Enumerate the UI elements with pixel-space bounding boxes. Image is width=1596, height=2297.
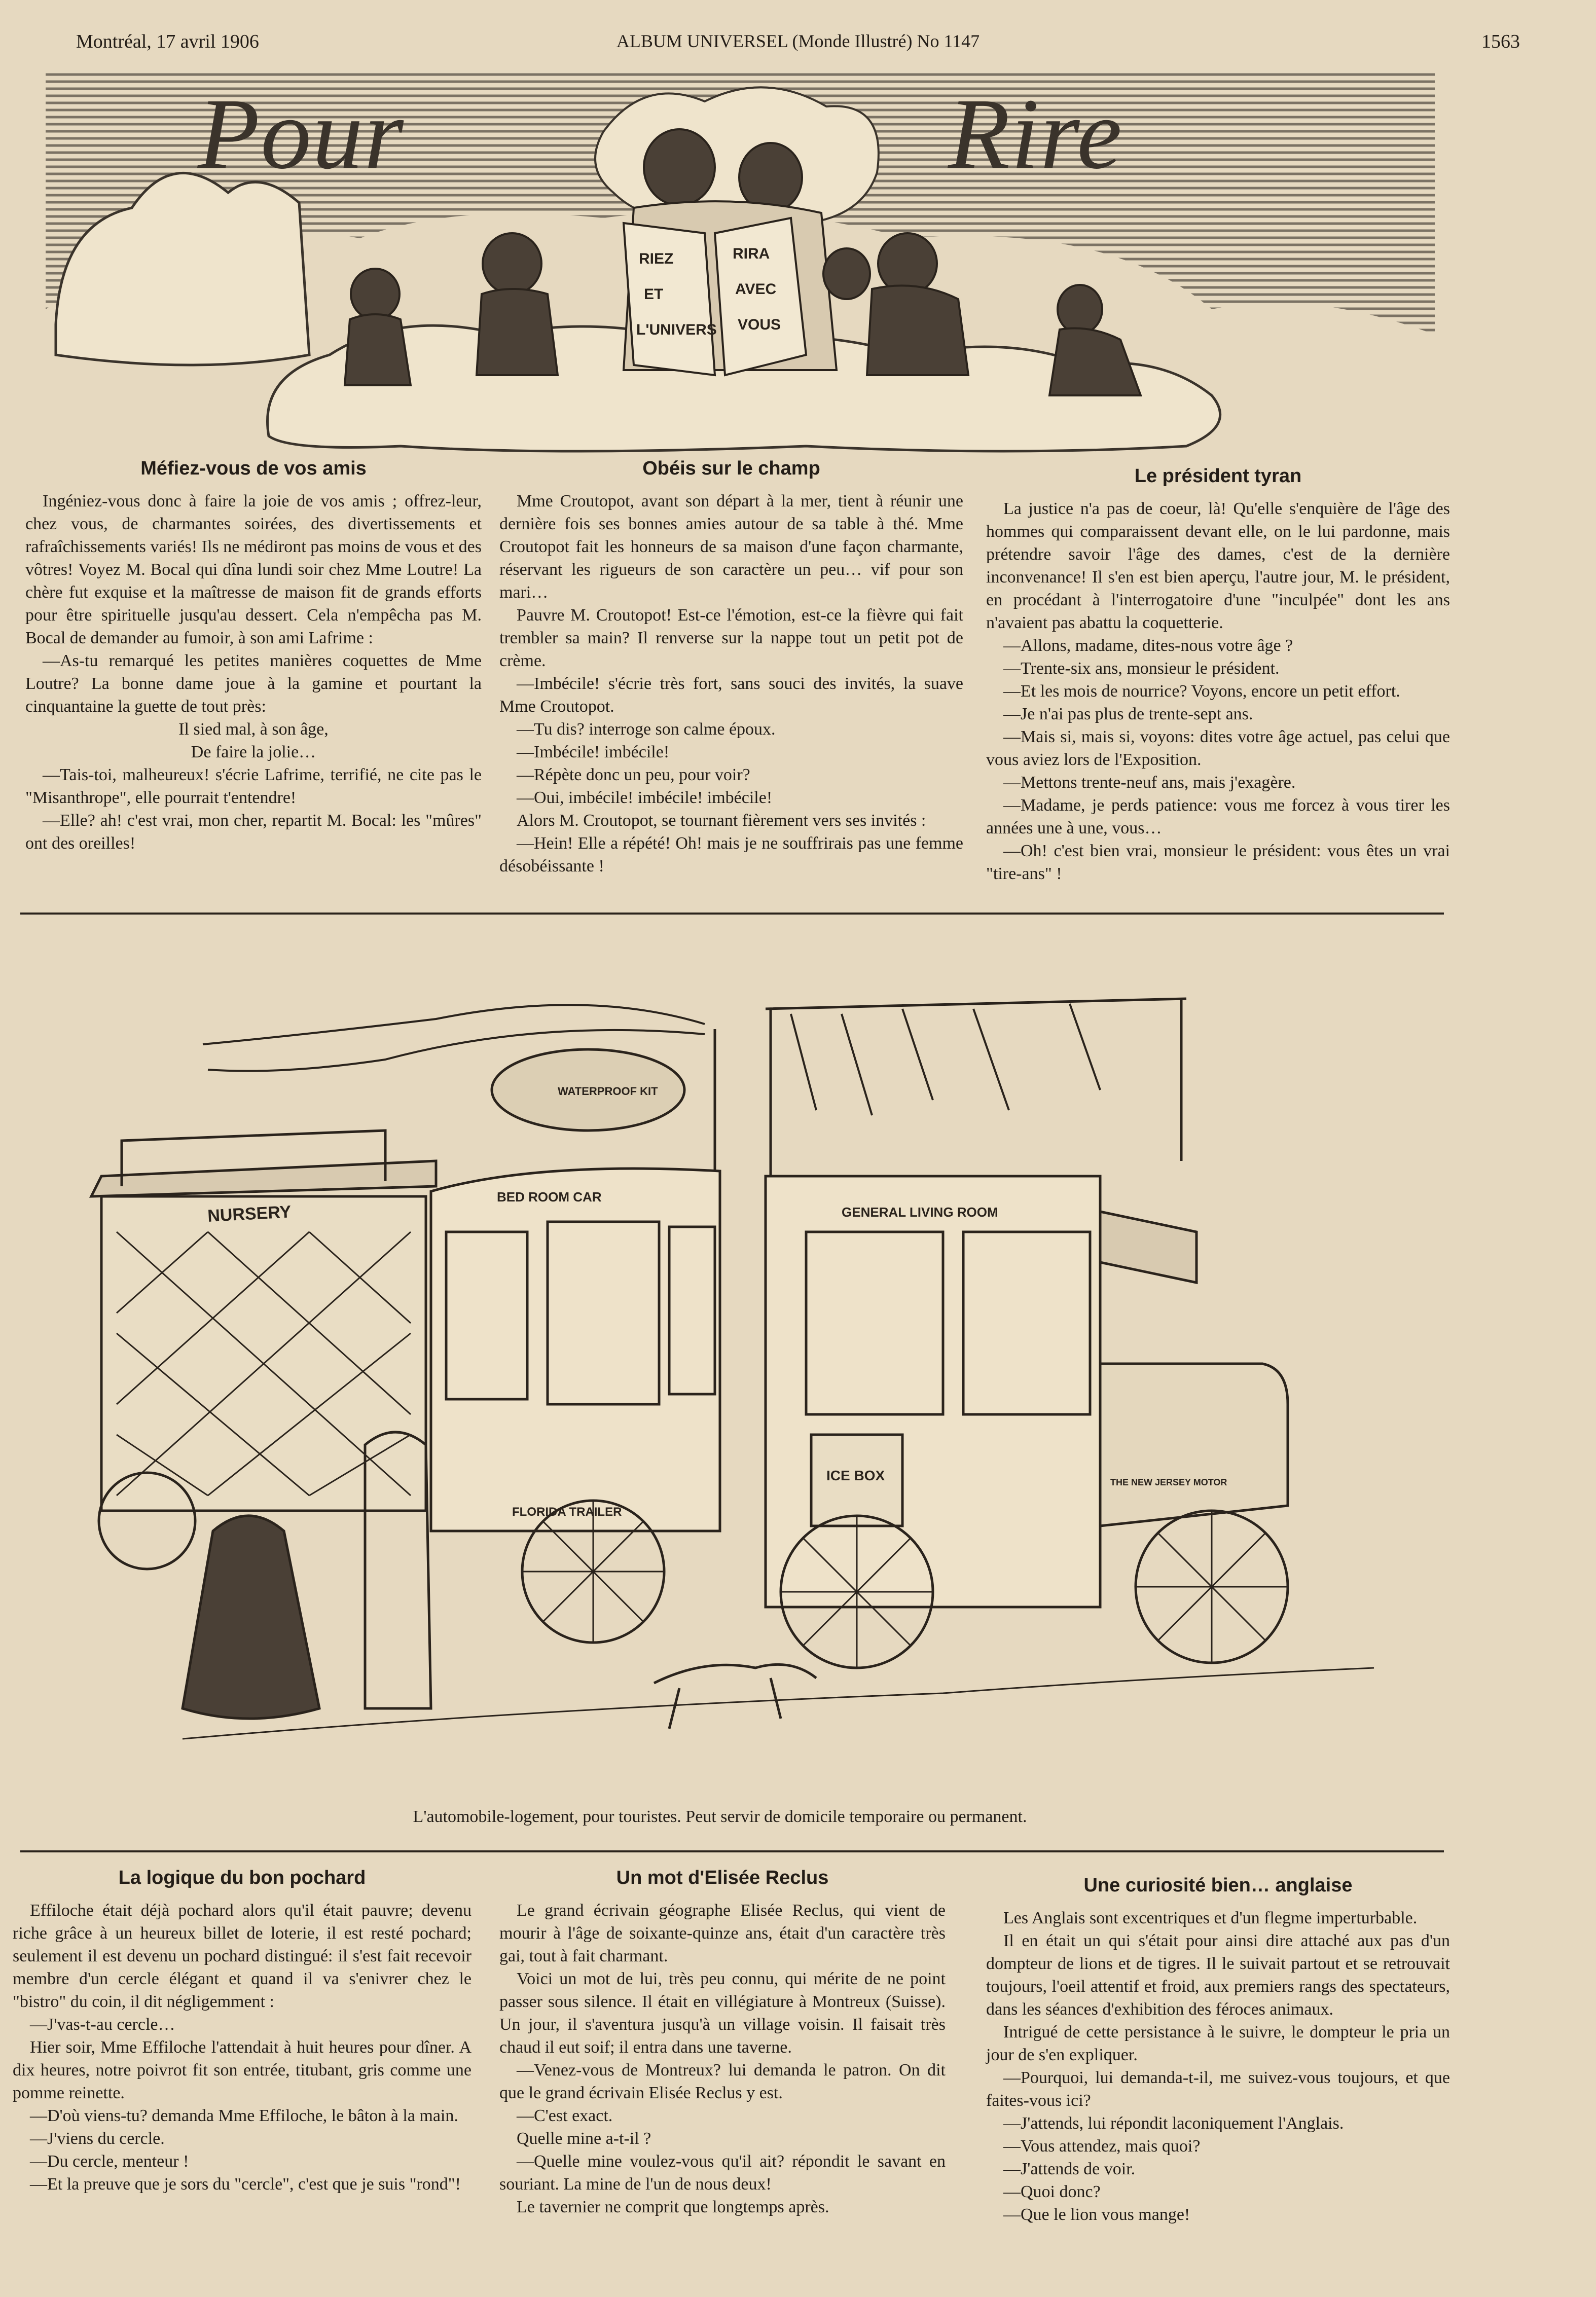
masthead-word-pour: Pour [198, 78, 405, 190]
article-verse: De faire la jolie… [191, 743, 316, 761]
article-bon-pochard [13, 1866, 471, 2196]
article-paragraph: Intrigué de cette persistance à le suivre, le dompteur le pria un jour de s'en expliquer. [986, 2023, 1450, 2064]
page-number: 1563 [1481, 31, 1520, 52]
article-paragraph: —Et les mois de nourrice? Voyons, encore un petit effort. [1003, 682, 1400, 701]
article-paragraph: —Imbécile! s'écrie très fort, sans souci des invités, la suave Mme Croutopot. [499, 674, 963, 716]
article-title: Une curiosité bien… anglaise [1083, 1875, 1353, 1896]
label-motor: THE NEW JERSEY MOTOR [1110, 1477, 1227, 1487]
masthead-word-rire: Rire [948, 78, 1123, 190]
article-paragraph: —Et la preuve que je sors du "cercle", c'est que je suis "rond"! [30, 2175, 461, 2194]
article-paragraph: Ingéniez-vous donc à faire la joie de vos amis ; offrez-leur, chez vous, de charmantes soirées, des divertissements et rafraîchissements variés! Ils ne médiront pas moins de vous et des vôtres! Voyez M. Bocal qui dîna lundi soir chez Mme Loutre! La chère fut exquise et la maîtresse de maison fit de grands efforts pour être spirituelle jusqu'au dessert. Cela n'empêcha pas M. Bocal de demander au fumoir, à son ami Lafrime : [25, 492, 482, 647]
illustration-caption: L'automobile-logement, pour touristes. Peut servir de domicile temporaire ou permanent. [413, 1807, 1027, 1826]
article-paragraph: —Tais-toi, malheureux! s'écrie Lafrime, terrifié, ne cite pas le "Misanthrope", elle pourrait t'entendre! [25, 765, 482, 807]
article-paragraph: —Oh! c'est bien vrai, monsieur le président: vous êtes un vrai "tire-ans" ! [986, 842, 1450, 883]
motor-home-drawing [81, 948, 1399, 1790]
article-paragraph: —Pourquoi, lui demanda-t-il, me suivez-vous toujours, et que faites-vous ici? [986, 2068, 1450, 2110]
label-living-room: GENERAL LIVING ROOM [842, 1205, 998, 1220]
article-paragraph: —As-tu remarqué les petites manières coquettes de Mme Loutre? La bonne dame joue à la gamine et pourtant la cinquantaine la guette de tout près: [25, 651, 482, 716]
article-title: Un mot d'Elisée Reclus [616, 1867, 829, 1888]
issue-date: Montréal, 17 avril 1906 [76, 31, 259, 52]
article-paragraph: —Hein! Elle a répété! Oh! mais je ne souffrirais pas une femme désobéissante ! [499, 834, 963, 876]
article-paragraph: —Quoi donc? [1003, 2182, 1101, 2201]
article-curiosite-anglaise [986, 1873, 1450, 2226]
article-paragraph: Voici un mot de lui, très peu connu, qui mérite de ne point passer sous silence. Il était en villégiature à Montreux (Suisse). Un jour, il s'aventura jusqu'à un village voisin. Il faisait très chaud il eut soif; il entra dans une taverne. [499, 1970, 946, 2057]
article-paragraph: Le grand écrivain géographe Elisée Reclus, qui vient de mourir à l'âge de soixante-quinze ans, était d'un caractère très gai, tout à fait charmant. [499, 1901, 946, 1965]
article-paragraph: —Du cercle, menteur ! [30, 2152, 189, 2171]
clothesline [766, 999, 1186, 1176]
label-ice-box: ICE BOX [826, 1468, 885, 1483]
laundry [791, 1004, 1100, 1115]
article-title: Le président tyran [1134, 465, 1302, 487]
article-title: La logique du bon pochard [118, 1867, 366, 1888]
article-paragraph: —Allons, madame, dites-nous votre âge ? [1003, 636, 1293, 655]
article-paragraph: —J'attends de voir. [1003, 2160, 1136, 2178]
article-paragraph: —Je n'ai pas plus de trente-sept ans. [1003, 705, 1253, 723]
publication-title: ALBUM UNIVERSEL (Monde Illustré) No 1147 [616, 31, 980, 51]
newspaper-word: VOUS [738, 316, 781, 333]
article-paragraph: Le tavernier ne comprit que longtemps après. [517, 2198, 829, 2216]
article-paragraph: Mme Croutopot, avant son départ à la mer, tient à réunir une dernière fois ses bonnes amies autour de sa table à thé. Mme Croutopot fait les honneurs de sa maison d'une façon charmante, réservant les rigueurs de son caractère un peu… vif pour son mari… [499, 492, 963, 602]
article-paragraph: —J'attends, lui répondit laconiquement l'Anglais. [1003, 2114, 1344, 2133]
motor-hood [1100, 1364, 1288, 1526]
article-title: Obéis sur le champ [642, 458, 820, 479]
label-waterproof: WATERPROOF KIT [558, 1085, 658, 1098]
article-elisee-reclus [499, 1866, 946, 2218]
article-president-tyran [986, 464, 1450, 885]
newspaper-word: AVEC [735, 281, 777, 298]
article-paragraph: Pauvre M. Croutopot! Est-ce l'émotion, est-ce la fièvre qui fait trembler sa main? Il renverse sur la nappe tout un petit pot de crème. [499, 606, 963, 670]
living-room-car [766, 1176, 1100, 1607]
newspaper-word: RIRA [733, 245, 770, 262]
article-title: Méfiez-vous de vos amis [140, 458, 367, 479]
article-paragraph: Hier soir, Mme Effiloche l'attendait à huit heures pour dîner. A dix heures, notre poivrot fit son entrée, titubant, gris comme une pomme reinette. [13, 2038, 471, 2102]
nursery-trailer [101, 1196, 426, 1511]
article-verse: Il sied mal, à son âge, [178, 720, 329, 739]
article-paragraph: Il en était un qui s'était pour ainsi dire attaché aux pas d'un dompteur de lions et de tigres. Il le suivait partout et se retrouvait toujours, l'oeil attentif et froid, aux premiers rangs des spectateurs, dans les séances d'exhibition des féroces animaux. [986, 1931, 1450, 2019]
pour-rire-masthead [46, 71, 1435, 456]
article-paragraph: —Tu dis? interroge son calme époux. [517, 720, 776, 739]
article-paragraph: Quelle mine a-t-il ? [517, 2129, 651, 2148]
article-paragraph: Effiloche était déjà pochard alors qu'il était pauvre; devenu riche grâce à un heureux billet de loterie, il est resté pochard; seulement il est devenu un pochard distingué: il s'est fait recevoir membre d'un cercle élégant et quand il va s'enivrer chez le "bistro" du coin, il dit négligemment : [13, 1901, 471, 2011]
section-divider [20, 913, 1444, 915]
newspaper-word: L'UNIVERS [636, 321, 717, 338]
newspaper-word: ET [644, 286, 664, 303]
article-paragraph: —Imbécile! imbécile! [517, 743, 670, 761]
article-obeis [499, 456, 963, 878]
article-paragraph: —J'vas-t-au cercle… [30, 2015, 175, 2034]
running-head [76, 30, 1520, 61]
article-paragraph: —Elle? ah! c'est vrai, mon cher, repartit M. Bocal: les "mûres" ont des oreilles! [25, 811, 482, 853]
automobile-illustration [81, 948, 1399, 1790]
label-florida-trailer: FLORIDA TRAILER [512, 1505, 622, 1519]
article-paragraph: —Vous attendez, mais quoi? [1003, 2137, 1201, 2156]
article-paragraph: —Madame, je perds patience: vous me forcez à vous tirer les années une à une, vous… [986, 796, 1450, 837]
label-bedroom-car: BED ROOM CAR [497, 1189, 602, 1205]
dog [654, 1664, 816, 1729]
article-paragraph: —Oui, imbécile! imbécile! imbécile! [517, 788, 773, 807]
article-paragraph: —Quelle mine voulez-vous qu'il ait? répondit le savant en souriant. La mine de l'un de nous deux! [499, 2152, 946, 2194]
article-paragraph: —Mais si, mais si, voyons: dites votre âge actuel, pas celui que vous aviez lors de l'Exposition. [986, 727, 1450, 769]
article-paragraph: —Trente-six ans, monsieur le président. [1003, 659, 1280, 678]
article-paragraph: Les Anglais sont excentriques et d'un flegme imperturbable. [1003, 1909, 1418, 1927]
living-awning [1100, 1212, 1196, 1283]
label-nursery: NURSERY [207, 1202, 292, 1226]
woman-figure [183, 1516, 319, 1719]
article-mefiez-vous [25, 456, 482, 855]
article-paragraph: —Mettons trente-neuf ans, mais j'exagère. [1003, 773, 1296, 792]
article-paragraph: —D'où viens-tu? demanda Mme Effiloche, le bâton à la main. [30, 2106, 458, 2125]
article-paragraph: —Que le lion vous mange! [1003, 2205, 1190, 2224]
article-paragraph: —C'est exact. [517, 2106, 613, 2125]
newspaper-word: RIEZ [639, 250, 674, 267]
article-paragraph: —Venez-vous de Montreux? lui demanda le patron. On dit que le grand écrivain Elisée Reclus y est. [499, 2061, 946, 2102]
article-paragraph: Alors M. Croutopot, se tournant fièrement vers ses invités : [517, 811, 926, 830]
section-divider [20, 1850, 1444, 1852]
article-paragraph: —Répète donc un peu, pour voir? [517, 765, 750, 784]
article-paragraph: La justice n'a pas de coeur, là! Qu'elle s'enquière de l'âge des hommes qui comparaissent devant elle, on le lui pardonne, mais prétendre savoir l'âge des dames, c'est de la dernière inconvenance! Il s'en est bien aperçu, l'autre jour, M. le président, en procédant à l'interrogatoire d'une "inculpée" dont les ans n'avaient pas abattu la coquetterie. [986, 499, 1450, 632]
article-paragraph: —J'viens du cercle. [30, 2129, 165, 2148]
